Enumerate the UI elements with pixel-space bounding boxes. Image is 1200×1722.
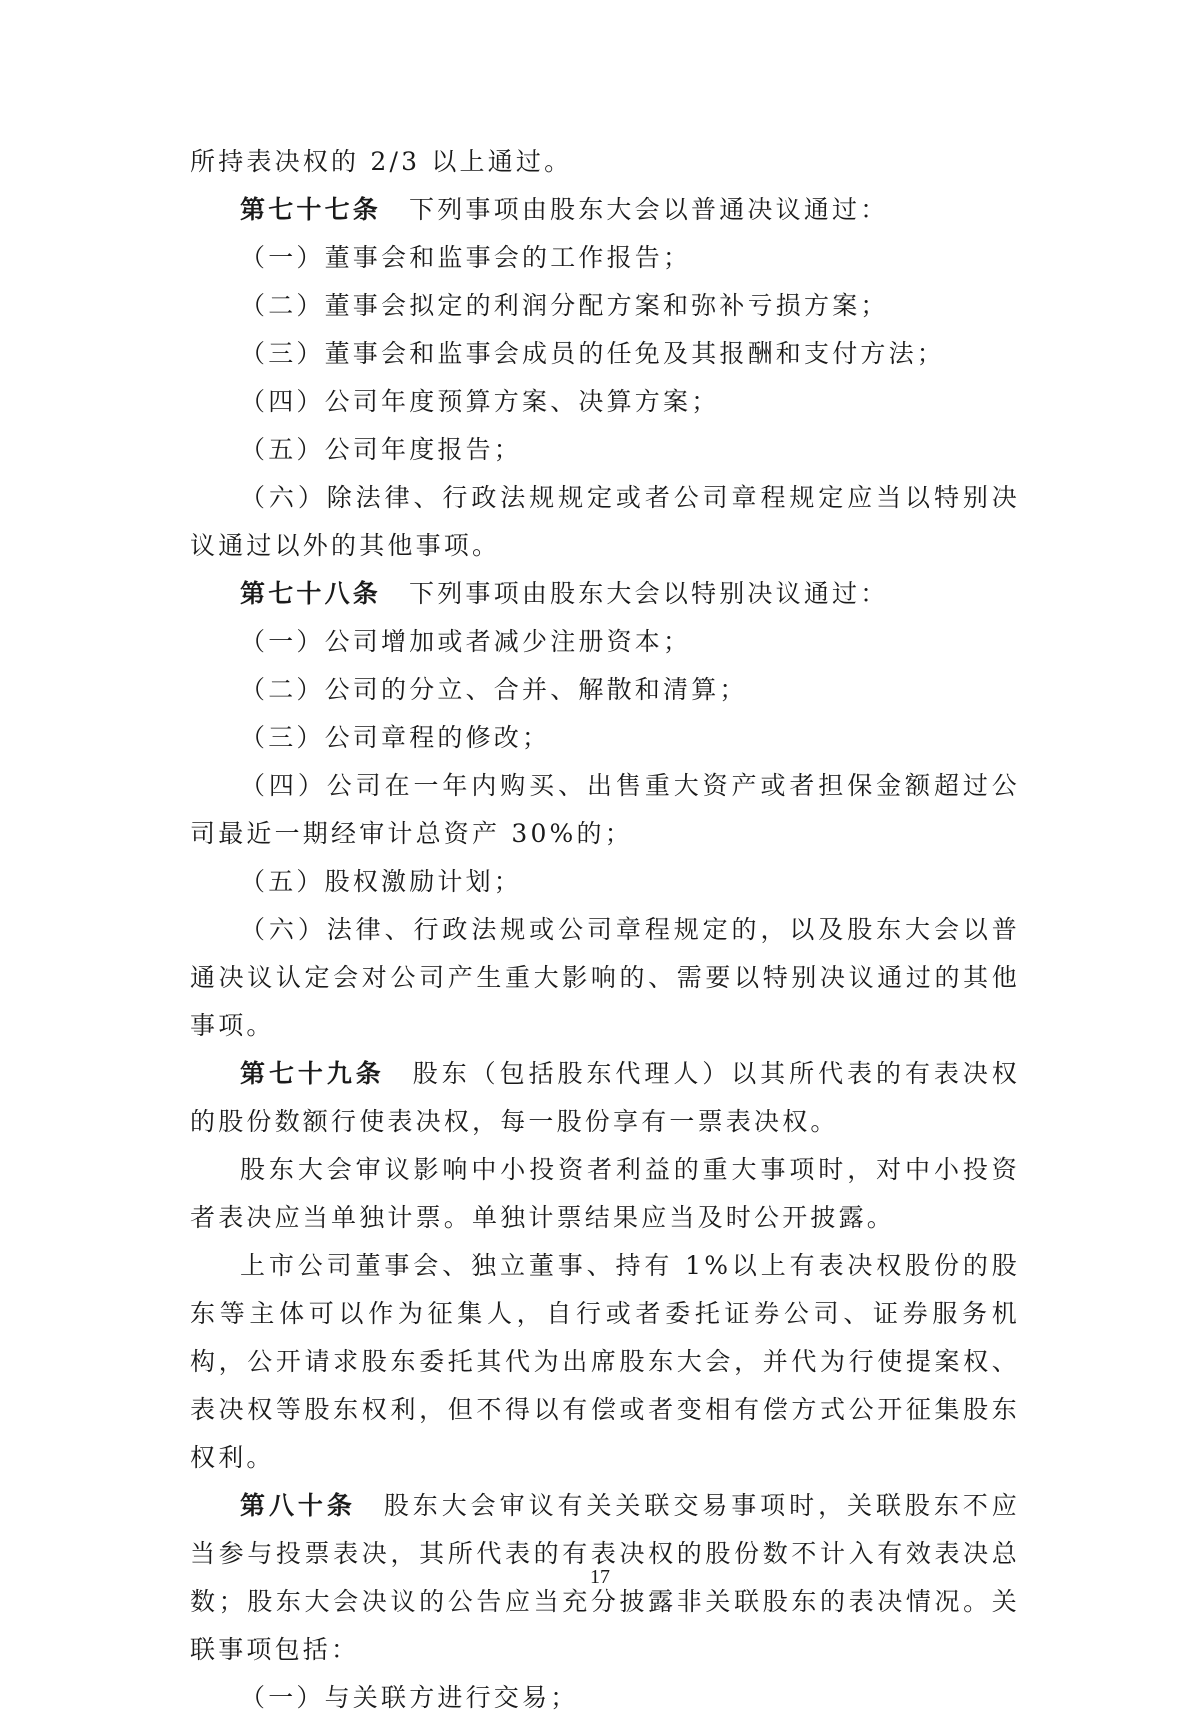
article-title: 第七十七条 — [240, 195, 382, 224]
paragraph-text: （二）公司的分立、合并、解散和清算； — [240, 675, 748, 704]
paragraph-text: 股东大会审议影响中小投资者利益的重大事项时，对中小投资者表决应当单独计票。单独计票结果应当及时公开披露。 — [190, 1155, 1020, 1232]
list-item — [190, 282, 1020, 330]
paragraph-text: 下列事项由股东大会以特别决议通过： — [409, 579, 889, 608]
list-item — [190, 618, 1020, 666]
article-title: 第七十九条 — [240, 1059, 385, 1088]
page-body — [190, 138, 1020, 1722]
paragraph-text: （一）公司增加或者减少注册资本； — [240, 627, 692, 656]
article-title: 第八十条 — [240, 1491, 356, 1520]
paragraph-text: 所持表决权的 2/3 以上通过。 — [190, 147, 573, 176]
page-number: 17 — [590, 1566, 610, 1588]
paragraph-text: （四）公司年度预算方案、决算方案； — [240, 387, 720, 416]
paragraph-text: 股东（包括股东代理人）以其所代表的有表决权的股份数额行使表决权，每一股份享有一票表决权。 — [190, 1059, 1020, 1136]
paragraph-text: （六）法律、行政法规或公司章程规定的，以及股东大会以普通决议认定会对公司产生重大影响的、需要以特别决议通过的其他事项。 — [190, 915, 1020, 1040]
paragraph-text: （二）董事会拟定的利润分配方案和弥补亏损方案； — [240, 291, 889, 320]
paragraph-text: 下列事项由股东大会以普通决议通过： — [409, 195, 889, 224]
paragraph-text: （四）公司在一年内购买、出售重大资产或者担保金额超过公司最近一期经审计总资产 30%的； — [190, 771, 1020, 848]
list-item — [190, 906, 1020, 1050]
paragraph-text: （三）董事会和监事会成员的任免及其报酬和支付方法； — [240, 339, 946, 368]
list-item — [190, 426, 1020, 474]
list-item — [190, 330, 1020, 378]
paragraph-text: 上市公司董事会、独立董事、持有 1%以上有表决权股份的股东等主体可以作为征集人，自行或者委托证券公司、证券服务机构，公开请求股东委托其代为出席股东大会，并代为行使提案权、表决权等股东权利，但不得以有偿或者变相有偿方式公开征集股东权利。 — [190, 1251, 1020, 1472]
paragraph-text: （三）公司章程的修改； — [240, 723, 551, 752]
paragraph-text: （一）董事会和监事会的工作报告； — [240, 243, 692, 272]
article-title: 第七十八条 — [240, 579, 382, 608]
list-item — [190, 762, 1020, 858]
list-item — [190, 714, 1020, 762]
paragraph — [190, 1242, 1020, 1482]
article-78 — [190, 570, 1020, 618]
paragraph-text: （五）公司年度报告； — [240, 435, 523, 464]
list-item — [190, 1674, 1020, 1722]
list-item — [190, 378, 1020, 426]
list-item — [190, 666, 1020, 714]
paragraph-text: 股东大会审议有关关联交易事项时，关联股东不应当参与投票表决，其所代表的有表决权的股份数不计入有效表决总数；股东大会决议的公告应当充分披露非关联股东的表决情况。关联事项包括： — [190, 1491, 1020, 1664]
paragraph-text: （五）股权激励计划； — [240, 867, 523, 896]
list-item — [190, 234, 1020, 282]
paragraph-text: （六）除法律、行政法规规定或者公司章程规定应当以特别决议通过以外的其他事项。 — [190, 483, 1020, 560]
article-77 — [190, 186, 1020, 234]
paragraph — [190, 1146, 1020, 1242]
article-79 — [190, 1050, 1020, 1146]
paragraph — [190, 138, 1020, 186]
paragraph-text: （一）与关联方进行交易； — [240, 1683, 579, 1712]
list-item — [190, 474, 1020, 570]
list-item — [190, 858, 1020, 906]
